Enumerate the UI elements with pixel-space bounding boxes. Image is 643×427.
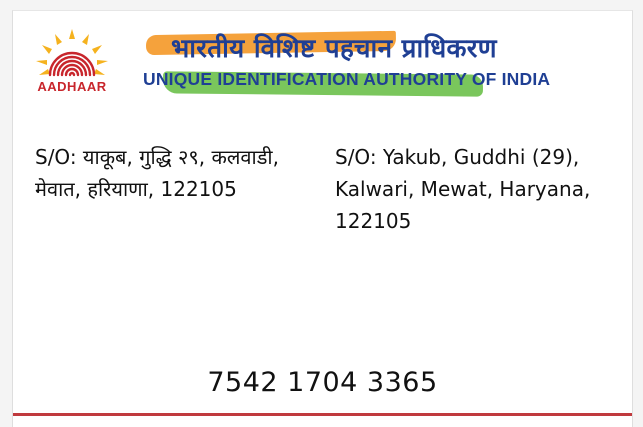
- address-hindi-line: S/O: याकूब, गुद्धि २९, कलवाडी,: [35, 145, 279, 169]
- aadhaar-sun-fingerprint-icon: [30, 27, 114, 83]
- address-english: [335, 141, 590, 237]
- authority-title-hindi: भारतीय विशिष्ट पहचान प्राधिकरण: [171, 34, 497, 64]
- accent-divider: [13, 413, 632, 416]
- aadhaar-card: [12, 10, 633, 427]
- address-hindi-line: मेवात, हरियाणा, 122105: [35, 177, 237, 201]
- aadhaar-logo-text: AADHAAR: [37, 79, 107, 94]
- aadhaar-number: 7542 1704 3365: [207, 367, 438, 398]
- address-english-line: 122105: [335, 209, 412, 233]
- aadhaar-logo: [30, 27, 114, 97]
- address-hindi: [35, 141, 279, 205]
- authority-title-english: UNIQUE IDENTIFICATION AUTHORITY OF INDIA: [143, 69, 551, 89]
- address-english-line: S/O: Yakub, Guddhi (29),: [335, 145, 580, 169]
- address-english-line: Kalwari, Mewat, Haryana,: [335, 177, 591, 201]
